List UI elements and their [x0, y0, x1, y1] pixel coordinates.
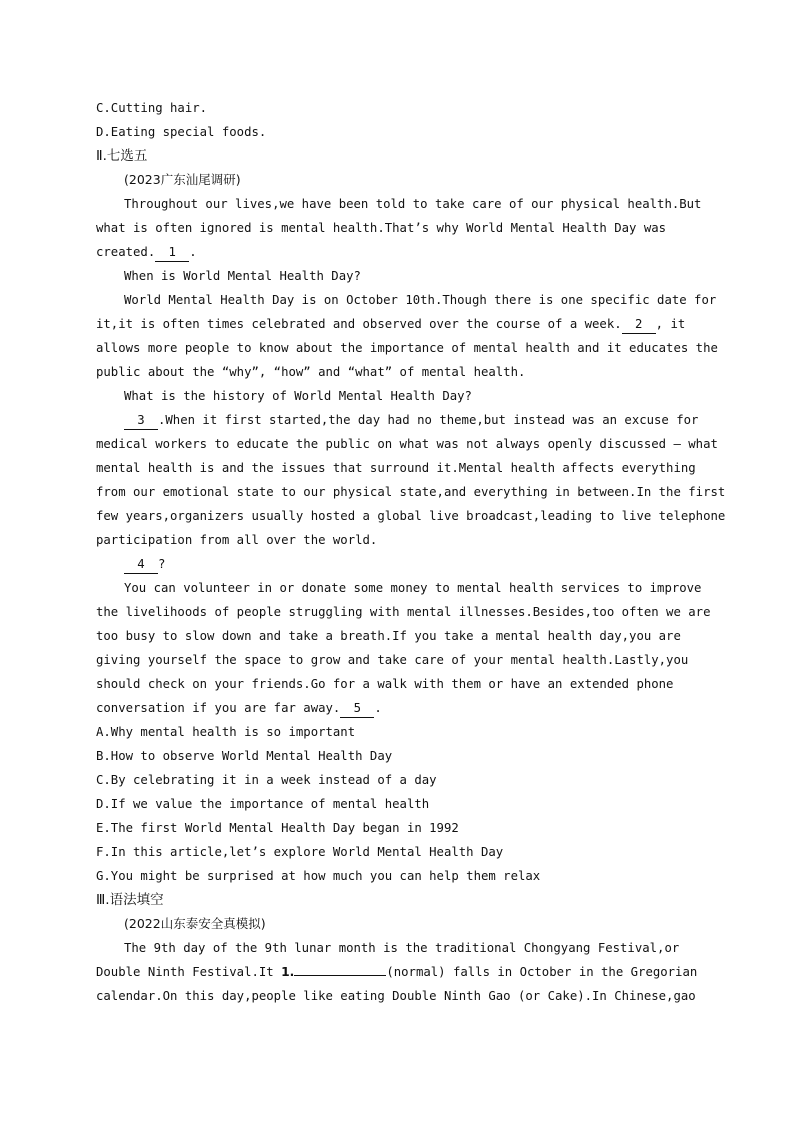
- question-line: When is World Mental Health Day?: [124, 269, 361, 283]
- paragraph-line: too busy to slow down and take a breath.If you take a mental health day,you are: [96, 629, 681, 643]
- question-line: 4 ?: [96, 552, 696, 576]
- blank-1[interactable]: 1: [155, 244, 189, 262]
- source-note: (2023广东汕尾调研): [124, 172, 241, 187]
- paragraph-line: giving yourself the space to grow and take care of your mental health.Lastly,you: [96, 653, 689, 667]
- paragraph-line: it,it is often times celebrated and observed over the course of a week. 2 , it: [96, 312, 696, 336]
- paragraph-line: should check on your friends.Go for a walk with them or have an extended phone: [96, 677, 674, 691]
- blank-2[interactable]: 2: [622, 316, 656, 334]
- blank-4[interactable]: 4: [124, 556, 158, 574]
- paragraph-line: conversation if you are far away. 5 .: [96, 696, 696, 720]
- option-line: G.You might be surprised at how much you can help them relax: [96, 869, 541, 883]
- paragraph-line: World Mental Health Day is on October 10th.Though there is one specific date for: [124, 293, 717, 307]
- option-line: D.If we value the importance of mental health: [96, 797, 430, 811]
- blank-number: 1.: [281, 965, 295, 979]
- paragraph-line: the livelihoods of people struggling with mental illnesses.Besides,too often we are: [96, 605, 711, 619]
- grammar-blank-1[interactable]: [294, 975, 386, 976]
- paragraph-line: medical workers to educate the public on what was not always openly discussed — what: [96, 437, 718, 451]
- blank-5[interactable]: 5: [340, 700, 374, 718]
- option-line: D.Eating special foods.: [96, 125, 267, 139]
- option-line: B.How to observe World Mental Health Day: [96, 749, 393, 763]
- paragraph-line: what is often ignored is mental health.That’s why World Mental Health Day was: [96, 221, 667, 235]
- paragraph-line: Throughout our lives,we have been told to take care of our physical health.But: [124, 197, 702, 211]
- section-heading: Ⅲ.语法填空: [96, 892, 164, 908]
- section-heading: Ⅱ.七选五: [96, 148, 148, 164]
- paragraph-line: created. 1 .: [96, 240, 696, 264]
- paragraph-line: Double Ninth Festival.It 1. (normal) falls in October in the Gregorian: [96, 965, 698, 979]
- paragraph-line: mental health is and the issues that surround it.Mental health affects everything: [96, 461, 696, 475]
- document-page: [96, 96, 726, 1008]
- blank-3[interactable]: 3: [124, 412, 158, 430]
- paragraph-line: You can volunteer in or donate some money to mental health services to improve: [124, 581, 702, 595]
- option-line: C.Cutting hair.: [96, 101, 208, 115]
- source-note: (2022山东泰安全真模拟): [124, 916, 266, 931]
- question-line: What is the history of World Mental Health Day?: [124, 389, 472, 403]
- option-line: F.In this article,let’s explore World Mental Health Day: [96, 845, 504, 859]
- paragraph-line: allows more people to know about the importance of mental health and it educates the: [96, 341, 718, 355]
- option-line: A.Why mental health is so important: [96, 725, 356, 739]
- paragraph-line: calendar.On this day,people like eating Double Ninth Gao (or Cake).In Chinese,gao: [96, 989, 696, 1003]
- paragraph-line: public about the “why”, “how” and “what” of mental health.: [96, 365, 526, 379]
- option-line: C.By celebrating it in a week instead of a day: [96, 773, 437, 787]
- option-line: E.The first World Mental Health Day began in 1992: [96, 821, 459, 835]
- paragraph-line: The 9th day of the 9th lunar month is the traditional Chongyang Festival,or: [124, 941, 680, 955]
- paragraph-line: 3 .When it first started,the day had no theme,but instead was an excuse for: [96, 408, 696, 432]
- paragraph-line: few years,organizers usually hosted a global live broadcast,leading to live telephone: [96, 509, 726, 523]
- paragraph-line: from our emotional state to our physical state,and everything in between.In the first: [96, 485, 726, 499]
- paragraph-line: participation from all over the world.: [96, 533, 378, 547]
